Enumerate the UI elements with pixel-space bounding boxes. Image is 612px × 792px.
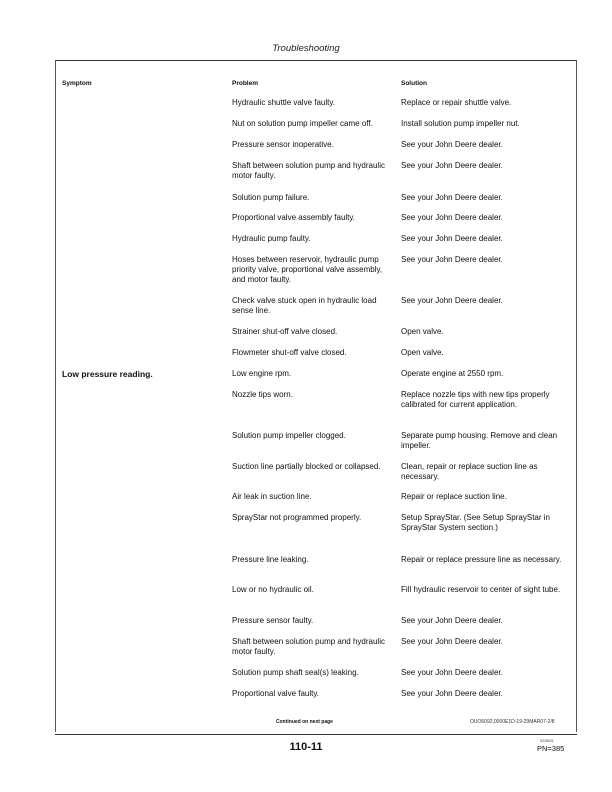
table-row bbox=[0, 637, 612, 668]
problem-cell: Hydraulic shuttle valve faulty. bbox=[232, 98, 336, 107]
table-row bbox=[0, 585, 612, 616]
solution-cell: Repair or replace suction line. bbox=[401, 492, 507, 501]
solution-cell: See your John Deere dealer. bbox=[401, 213, 503, 222]
table-row bbox=[0, 193, 612, 213]
page-header-title: Troubleshooting bbox=[272, 43, 340, 54]
table-row bbox=[0, 161, 612, 193]
table-row bbox=[0, 555, 612, 585]
column-header-problem: Problem bbox=[232, 80, 259, 87]
table-row bbox=[0, 492, 612, 513]
problem-cell: Pressure sensor faulty. bbox=[232, 616, 314, 625]
solution-cell: Repair or replace pressure line as necessary. bbox=[401, 555, 562, 564]
solution-cell: See your John Deere dealer. bbox=[401, 255, 503, 264]
solution-cell: Replace nozzle tips with new tips properly calibrated for current application. bbox=[401, 390, 550, 409]
document-code: OUO6092,0000E1D-19-29MAR07-2/8 bbox=[470, 719, 555, 725]
table-row bbox=[0, 689, 612, 709]
small-code: 020625 bbox=[540, 738, 554, 743]
solution-cell: See your John Deere dealer. bbox=[401, 637, 503, 646]
solution-cell: Clean, repair or replace suction line as necessary. bbox=[401, 462, 538, 481]
table-row bbox=[0, 390, 612, 431]
problem-cell: Strainer shut-off valve closed. bbox=[232, 327, 338, 336]
problem-cell: Proportional valve faulty. bbox=[232, 689, 320, 698]
problem-cell: Pressure sensor inoperative. bbox=[232, 140, 334, 149]
solution-cell: Setup SprayStar. (See Setup SprayStar in SprayStar System section.) bbox=[401, 513, 550, 532]
solution-cell: Open valve. bbox=[401, 348, 444, 357]
problem-cell: Nut on solution pump impeller came off. bbox=[232, 119, 373, 128]
table-row bbox=[0, 213, 612, 234]
solution-cell: See your John Deere dealer. bbox=[401, 193, 503, 202]
problem-cell: Suction line partially blocked or collapsed. bbox=[232, 462, 381, 471]
problem-cell: Check valve stuck open in hydraulic load sense line. bbox=[232, 296, 377, 315]
solution-cell: See your John Deere dealer. bbox=[401, 689, 503, 698]
symptom-cell: Low pressure reading. bbox=[62, 369, 153, 379]
problem-cell: Hydraulic pump faulty. bbox=[232, 234, 311, 243]
solution-cell: See your John Deere dealer. bbox=[401, 616, 503, 625]
table-row bbox=[0, 462, 612, 492]
table-row bbox=[0, 296, 612, 327]
problem-cell: Low engine rpm. bbox=[232, 369, 292, 378]
troubleshooting-rows bbox=[0, 98, 612, 709]
problem-cell: Hoses between reservoir, hydraulic pump priority valve, proportional valve assembly, and motor faulty. bbox=[232, 255, 383, 284]
problem-cell: Shaft between solution pump and hydraulic motor faulty. bbox=[232, 161, 385, 180]
solution-cell: See your John Deere dealer. bbox=[401, 296, 503, 305]
problem-cell: Proportional valve assembly faulty. bbox=[232, 213, 356, 222]
table-row bbox=[0, 234, 612, 255]
bottom-rule bbox=[55, 734, 577, 735]
problem-cell: Nozzle tips worn. bbox=[232, 390, 293, 399]
table-row bbox=[0, 348, 612, 369]
solution-cell: Open valve. bbox=[401, 327, 444, 336]
table-row bbox=[0, 119, 612, 140]
solution-cell: Fill hydraulic reservoir to center of sight tube. bbox=[401, 585, 561, 594]
problem-cell: Solution pump impeller clogged. bbox=[232, 431, 346, 440]
solution-cell: See your John Deere dealer. bbox=[401, 234, 503, 243]
problem-cell: Air leak in suction line. bbox=[232, 492, 312, 501]
problem-cell: Flowmeter shut-off valve closed. bbox=[232, 348, 347, 357]
table-row bbox=[0, 98, 612, 119]
solution-cell: Replace or repair shuttle valve. bbox=[401, 98, 512, 107]
solution-cell: See your John Deere dealer. bbox=[401, 668, 503, 677]
table-row bbox=[0, 668, 612, 689]
solution-cell: Separate pump housing. Remove and clean impeller. bbox=[401, 431, 558, 450]
table-row bbox=[0, 431, 612, 462]
column-header-solution: Solution bbox=[401, 80, 427, 87]
problem-cell: Solution pump failure. bbox=[232, 193, 310, 202]
solution-cell: Install solution pump impeller nut. bbox=[401, 119, 520, 128]
table-row bbox=[0, 616, 612, 637]
problem-cell: Low or no hydraulic oil. bbox=[232, 585, 314, 594]
pn-number: PN=385 bbox=[537, 744, 565, 753]
problem-cell: Shaft between solution pump and hydraulic motor faulty. bbox=[232, 637, 385, 656]
solution-cell: See your John Deere dealer. bbox=[401, 161, 503, 170]
page-number: 110-11 bbox=[289, 741, 323, 753]
problem-cell: Pressure line leaking. bbox=[232, 555, 309, 564]
column-header-symptom: Symptom bbox=[62, 80, 92, 87]
table-row bbox=[0, 327, 612, 348]
problem-cell: SprayStar not programmed properly. bbox=[232, 513, 362, 522]
solution-cell: Operate engine at 2550 rpm. bbox=[401, 369, 504, 378]
table-row bbox=[0, 513, 612, 555]
solution-cell: See your John Deere dealer. bbox=[401, 140, 503, 149]
table-row bbox=[0, 255, 612, 296]
problem-cell: Solution pump shaft seal(s) leaking. bbox=[232, 668, 359, 677]
table-row bbox=[0, 369, 612, 390]
table-row bbox=[0, 140, 612, 161]
continued-note: Continued on next page bbox=[276, 719, 333, 725]
